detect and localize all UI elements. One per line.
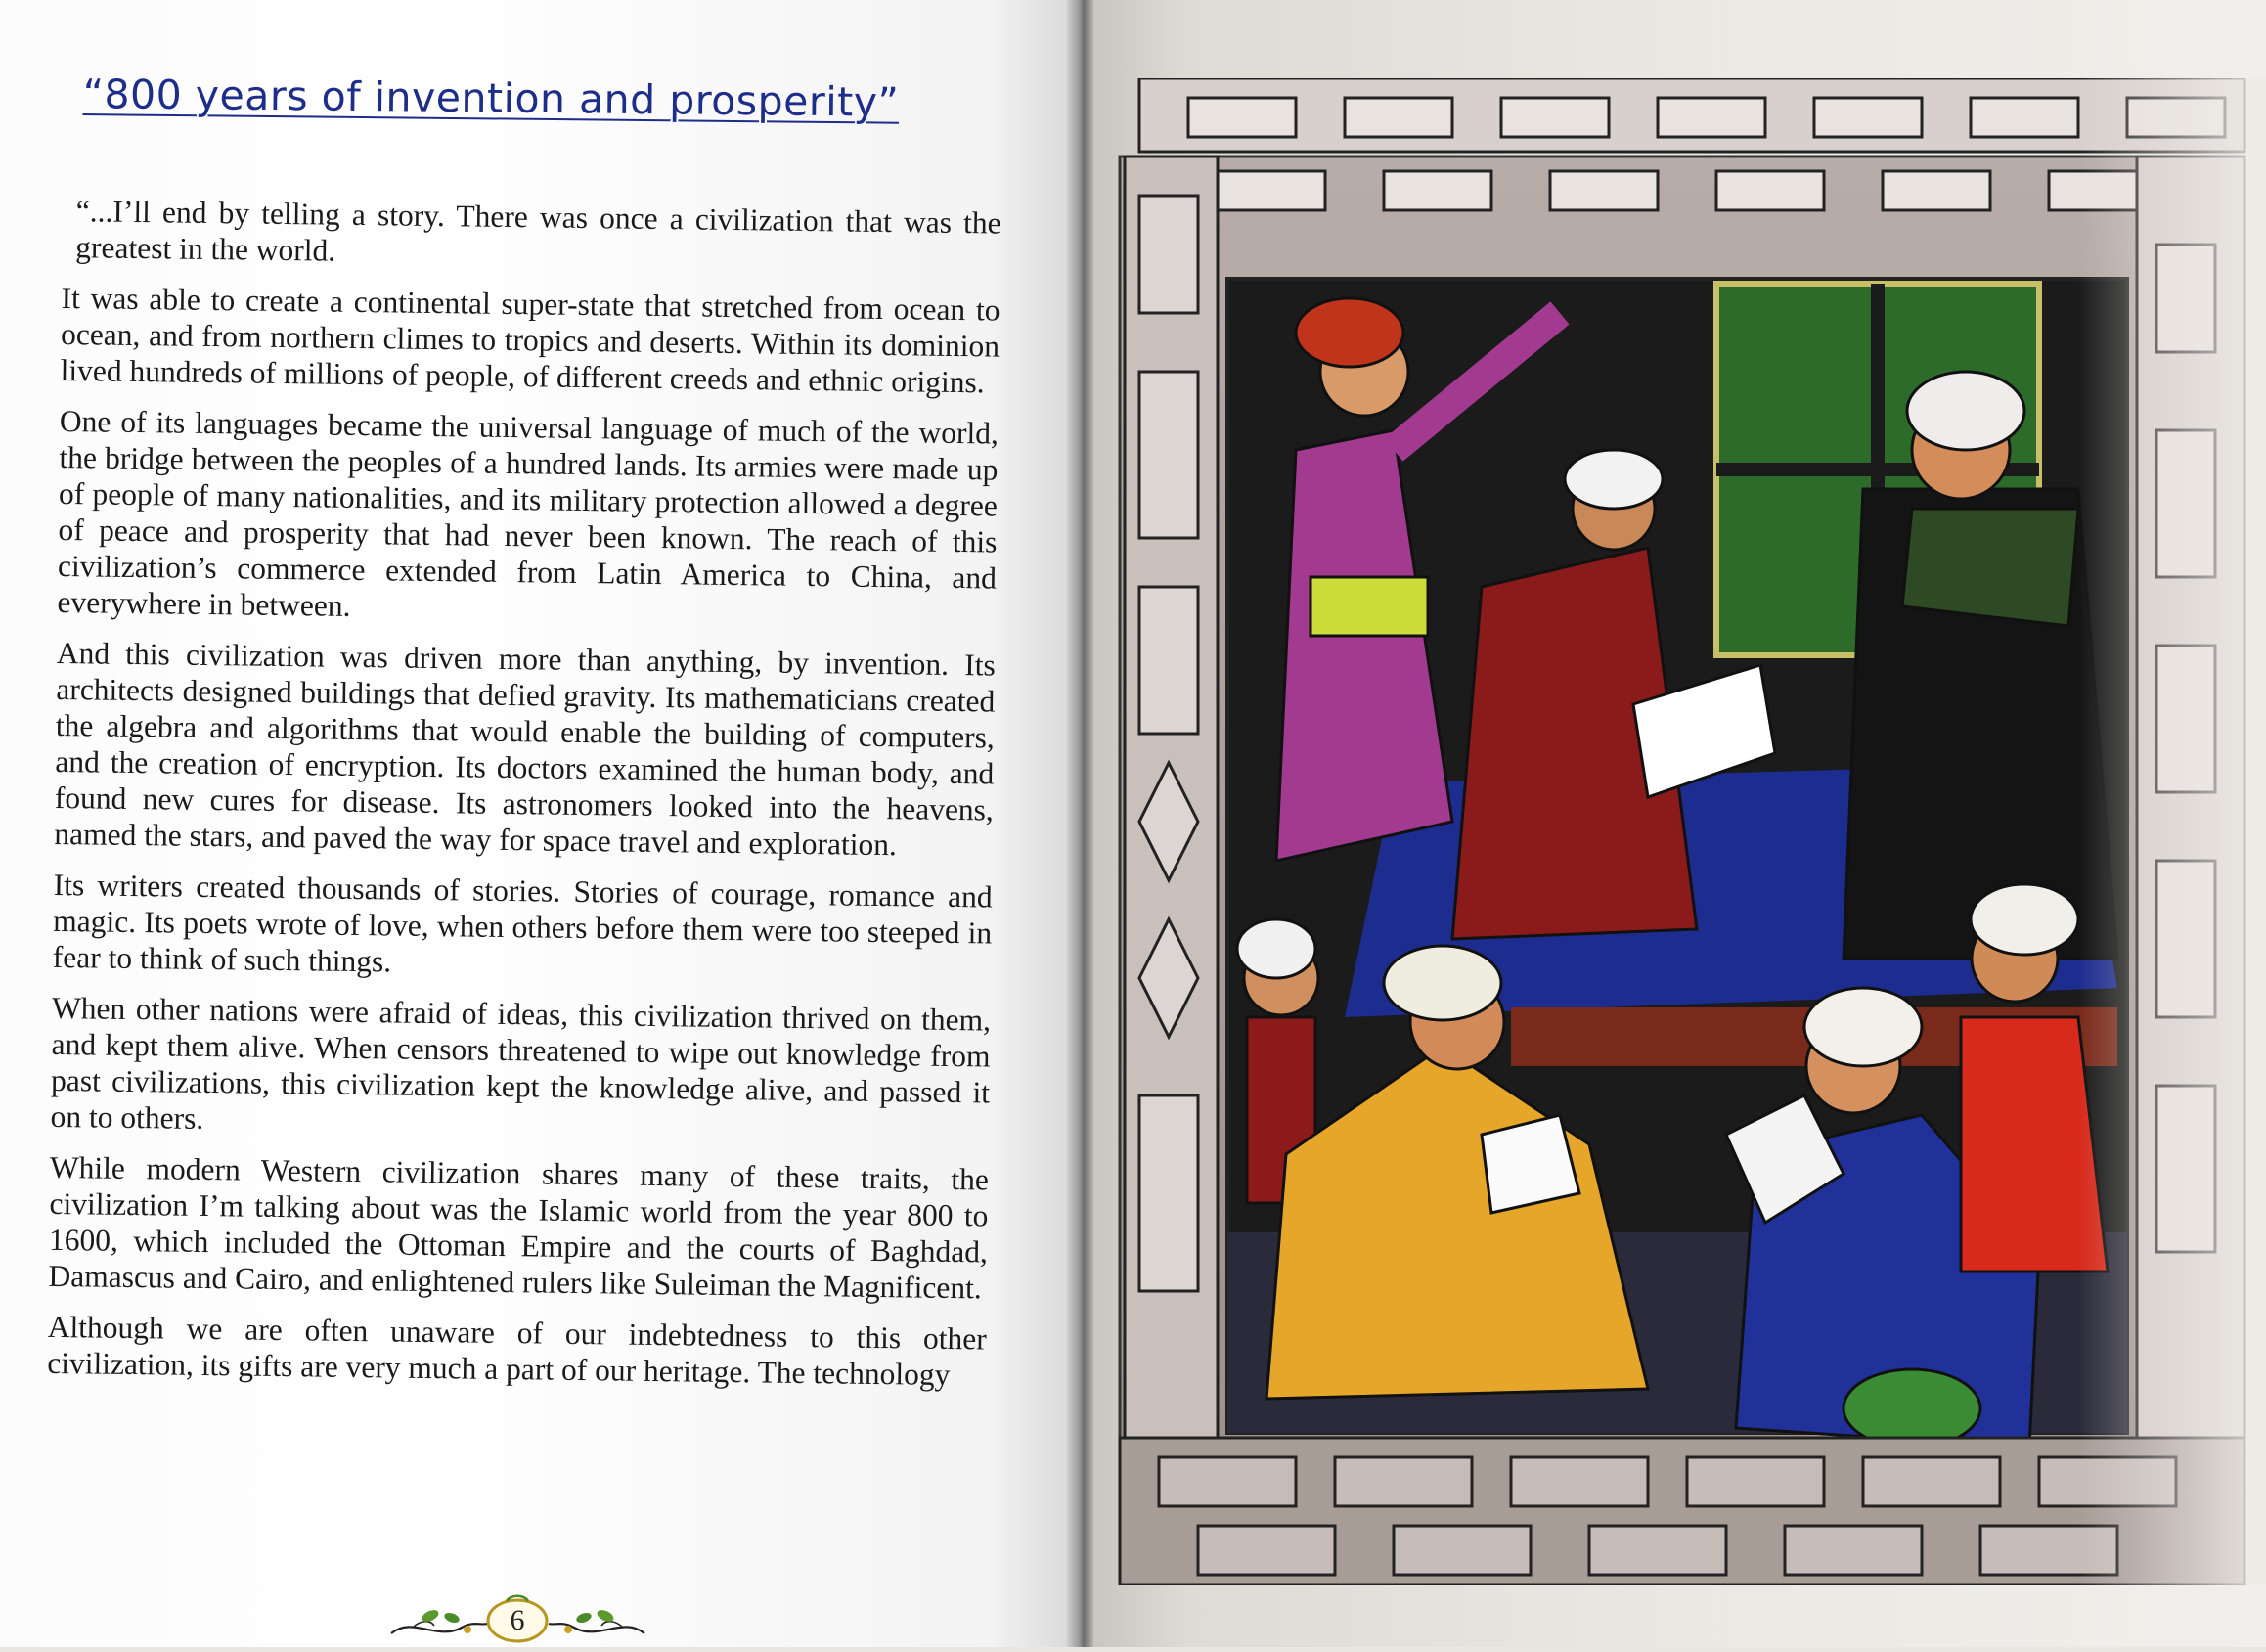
book-gutter (1066, 0, 1095, 1647)
page-number-ornament (383, 1594, 652, 1647)
bottom-bricks (1120, 1438, 2244, 1585)
paragraph-8: Although we are often unaware of our indebtedness to this other civilization, its gifts are very much a part of our heritage. The technology (47, 1309, 987, 1392)
paragraph-3: One of its languages became the universal language of much of the world, the bridge between the peoples of a hundred lands. Its armies were made up of people of many nationalities, and its military protection allowed a degree of peace and prosperity that had never been known. The reach of this civilization’s commerce extended from Latin America to China, and everywhere in between. (57, 403, 1000, 623)
paragraph-7: While modern Western civilization shares many of these traits, the civilization I’m talking about was the Islamic world from the year 800 to 1600, which included the Ottoman Empire and the courts of Baghdad, Damascus and Cairo, and enlightened rulers like Suleiman the Magnificent. (48, 1149, 990, 1306)
page-title: “800 years of invention and prosperity” (82, 70, 900, 126)
paragraph-1: “...I’ll end by telling a story. There was once a civilization that was the greatest in the world. (75, 194, 1001, 268)
page-number: 6 (510, 1604, 525, 1636)
paragraph-2: It was able to create a continental super-state that stretched from ocean to ocean, and from northern climes to tropics and deserts. Within its dominion lived hundreds of millions of people, of different creeds and ethnic origins. (60, 280, 1000, 400)
paragraph-5: Its writers created thousands of stories. Stories of courage, romance and magic. Its poets wrote of love, when others before them were too steeped in fear to think of such things. (52, 867, 993, 979)
scholars-gathering-illustration (1100, 78, 2266, 1585)
left-page (0, 0, 1076, 1647)
paragraph-4: And this civilization was driven more than anything, by invention. Its architects designed buildings that defied gravity. Its mathematicians created the algebra and algorithms that would enable the building of computers, and the creation of encryption. Its doctors examined the human body, and found new cures for disease. Its astronomers looked into the heavens, named the stars, and paved the way for space travel and exploration. (54, 635, 996, 863)
body-text (47, 193, 1001, 1407)
left-column (1125, 156, 1218, 1496)
paragraph-6: When other nations were afraid of ideas, this civilization thrived on them, and kept them alive. When censors threatened to wipe out knowledge from past civilizations, this civilization kept the knowledge alive, and passed it on to others. (50, 990, 992, 1136)
